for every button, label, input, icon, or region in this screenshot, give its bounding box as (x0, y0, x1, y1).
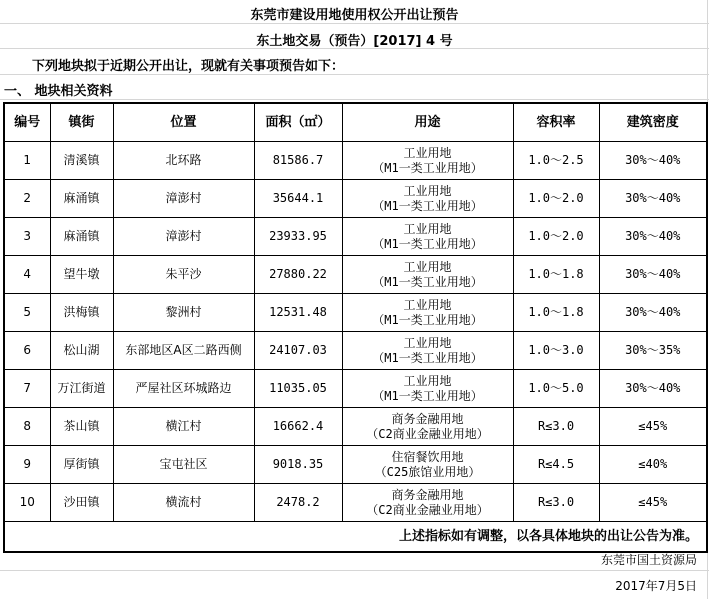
header-use: 用途 (342, 103, 513, 142)
cell-location: 北环路 (113, 142, 254, 180)
land-parcel-table (3, 102, 708, 553)
cell-use (342, 256, 513, 294)
cell-town: 万江街道 (50, 370, 113, 408)
cell-area: 2478.2 (254, 484, 342, 522)
cell-number: 7 (4, 370, 50, 408)
cell-town: 洪梅镇 (50, 294, 113, 332)
cell-use (342, 408, 513, 446)
cell-area: 24107.03 (254, 332, 342, 370)
cell-number: 10 (4, 484, 50, 522)
table-footnote-row (4, 522, 707, 553)
cell-density: ≤45% (599, 484, 707, 522)
use-category: 工业用地 (403, 259, 452, 274)
cell-location: 黎洲村 (113, 294, 254, 332)
cell-location: 横江村 (113, 408, 254, 446)
table-row (4, 370, 707, 408)
cell-use (342, 180, 513, 218)
table-row (4, 408, 707, 446)
use-subcategory: （M1一类工业用地） (372, 312, 483, 327)
use-category: 住宿餐饮用地 (391, 449, 464, 464)
cell-density: 30%～40% (599, 218, 707, 256)
cell-number: 4 (4, 256, 50, 294)
cell-use (342, 142, 513, 180)
cell-use (342, 370, 513, 408)
use-category: 工业用地 (403, 335, 452, 350)
header-town: 镇街 (50, 103, 113, 142)
cell-area: 9018.35 (254, 446, 342, 484)
cell-far: 1.0～2.5 (513, 142, 599, 180)
cell-town: 望牛墩 (50, 256, 113, 294)
header-number: 编号 (4, 103, 50, 142)
grid-line (0, 23, 709, 24)
cell-density: 30%～40% (599, 180, 707, 218)
use-category: 工业用地 (403, 221, 452, 236)
header-location: 位置 (113, 103, 254, 142)
use-subcategory: （M1一类工业用地） (372, 388, 483, 403)
use-category: 商务金融用地 (391, 411, 464, 426)
cell-use (342, 332, 513, 370)
cell-number: 1 (4, 142, 50, 180)
table-row (4, 484, 707, 522)
cell-location: 东部地区A区二路西侧 (113, 332, 254, 370)
use-category: 工业用地 (403, 297, 452, 312)
intro-text: 下列地块拟于近期公开出让，现就有关事项预告如下： (32, 59, 345, 74)
table-footnote: 上述指标如有调整，以各具体地块的出让公告为准。 (4, 522, 707, 553)
cell-town: 清溪镇 (50, 142, 113, 180)
cell-area: 81586.7 (254, 142, 342, 180)
cell-area: 35644.1 (254, 180, 342, 218)
cell-density: 30%～40% (599, 142, 707, 180)
use-subcategory: （M1一类工业用地） (372, 198, 483, 213)
cell-location: 朱平沙 (113, 256, 254, 294)
cell-town: 麻涌镇 (50, 180, 113, 218)
cell-density: 30%～40% (599, 370, 707, 408)
cell-location: 宝屯社区 (113, 446, 254, 484)
document-number: 东土地交易（预告）[2017] 4 号 (256, 34, 453, 49)
cell-far: 1.0～3.0 (513, 332, 599, 370)
table-row (4, 446, 707, 484)
cell-far: 1.0～1.8 (513, 256, 599, 294)
table-row (4, 180, 707, 218)
cell-location: 横流村 (113, 484, 254, 522)
table-row (4, 294, 707, 332)
cell-far: 1.0～1.8 (513, 294, 599, 332)
grid-line (0, 570, 709, 571)
cell-town: 厚街镇 (50, 446, 113, 484)
cell-location: 漳澎村 (113, 180, 254, 218)
use-category: 商务金融用地 (391, 487, 464, 502)
cell-area: 16662.4 (254, 408, 342, 446)
cell-far: R≤3.0 (513, 484, 599, 522)
use-category: 工业用地 (403, 145, 452, 160)
cell-density: 30%～35% (599, 332, 707, 370)
cell-number: 3 (4, 218, 50, 256)
cell-density: 30%～40% (599, 256, 707, 294)
grid-line (0, 99, 709, 100)
page-title: 东莞市建设用地使用权公开出让预告 (250, 8, 459, 23)
cell-town: 麻涌镇 (50, 218, 113, 256)
section-heading: 一、 地块相关资料 (4, 84, 113, 99)
cell-number: 9 (4, 446, 50, 484)
use-subcategory: （C2商业金融业用地） (366, 502, 489, 517)
use-category: 工业用地 (403, 183, 452, 198)
cell-location: 漳澎村 (113, 218, 254, 256)
cell-use (342, 446, 513, 484)
use-subcategory: （M1一类工业用地） (372, 350, 483, 365)
cell-number: 6 (4, 332, 50, 370)
table-row (4, 218, 707, 256)
cell-town: 松山湖 (50, 332, 113, 370)
cell-far: R≤4.5 (513, 446, 599, 484)
cell-area: 23933.95 (254, 218, 342, 256)
issue-date: 2017年7月5日 (615, 579, 697, 593)
cell-far: 1.0～2.0 (513, 180, 599, 218)
cell-area: 12531.48 (254, 294, 342, 332)
use-subcategory: （M1一类工业用地） (372, 236, 483, 251)
issuing-authority: 东莞市国土资源局 (600, 553, 697, 567)
cell-use (342, 218, 513, 256)
cell-density: ≤40% (599, 446, 707, 484)
grid-line (0, 74, 709, 75)
cell-density: 30%～40% (599, 294, 707, 332)
header-density: 建筑密度 (599, 103, 707, 142)
use-subcategory: （C25旅馆业用地） (374, 464, 481, 479)
table-row (4, 142, 707, 180)
cell-far: R≤3.0 (513, 408, 599, 446)
use-subcategory: （M1一类工业用地） (372, 274, 483, 289)
use-category: 工业用地 (403, 373, 452, 388)
use-subcategory: （M1一类工业用地） (372, 160, 483, 175)
header-far: 容积率 (513, 103, 599, 142)
cell-area: 11035.05 (254, 370, 342, 408)
cell-far: 1.0～2.0 (513, 218, 599, 256)
use-subcategory: （C2商业金融业用地） (366, 426, 489, 441)
cell-location: 严屋社区环城路边 (113, 370, 254, 408)
cell-number: 2 (4, 180, 50, 218)
cell-area: 27880.22 (254, 256, 342, 294)
table-header-row (4, 103, 707, 142)
cell-town: 茶山镇 (50, 408, 113, 446)
cell-density: ≤45% (599, 408, 707, 446)
cell-number: 5 (4, 294, 50, 332)
table-row (4, 332, 707, 370)
cell-use (342, 294, 513, 332)
cell-town: 沙田镇 (50, 484, 113, 522)
header-area: 面积（㎡） (254, 103, 342, 142)
cell-number: 8 (4, 408, 50, 446)
table-row (4, 256, 707, 294)
cell-use (342, 484, 513, 522)
cell-far: 1.0～5.0 (513, 370, 599, 408)
